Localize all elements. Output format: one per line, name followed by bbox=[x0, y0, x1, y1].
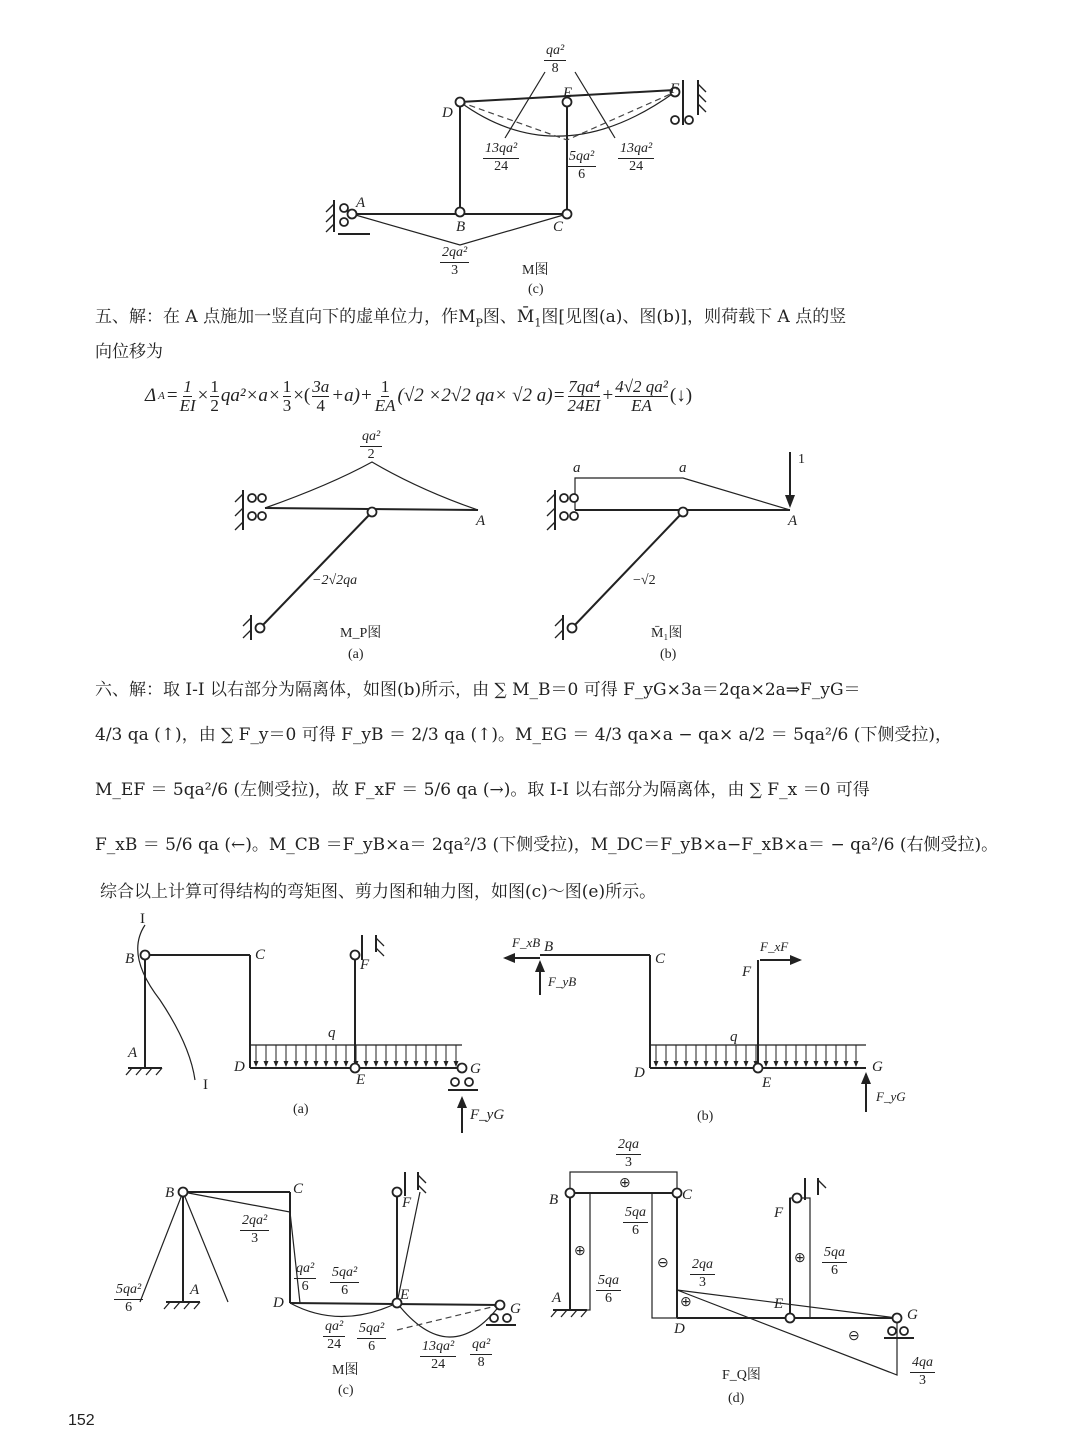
load-arrow-head bbox=[334, 1061, 339, 1067]
load-arrow-head bbox=[714, 1061, 719, 1067]
load-arrow-head bbox=[384, 1061, 389, 1067]
section6-line4: F_xB ＝ 5/6 qa (←)。M_CB ＝F_yB×a＝ 2qa²/3 (下侧受拉)，M_DC＝F_yB×a−F_xB×a＝ − qa²/6 (右侧受拉)。 bbox=[95, 835, 999, 855]
label-B: B bbox=[456, 219, 466, 235]
load-arrow-head bbox=[364, 1061, 369, 1067]
fig6b-E: E bbox=[762, 1075, 772, 1091]
load-arrow-head bbox=[324, 1061, 329, 1067]
fig6d-plus-beam: ⊕ bbox=[680, 1295, 692, 1310]
load-arrow-head bbox=[444, 1061, 449, 1067]
top-bottom-value: $\frac{\text{2qa²}}{3}$ bbox=[442, 245, 468, 278]
fig6b-C: C bbox=[655, 951, 666, 967]
load-arrow-head bbox=[764, 1061, 769, 1067]
fig6a-B: B bbox=[125, 951, 135, 967]
fig6c-B: B bbox=[165, 1185, 175, 1201]
load-arrow-head bbox=[784, 1061, 789, 1067]
top-mid-value: $\frac{\text{qa²}}{8}$ bbox=[546, 43, 565, 76]
page-number: 152 bbox=[68, 1412, 95, 1429]
fig6a-FyG: F_yG bbox=[470, 1107, 505, 1123]
fig6a-C: C bbox=[255, 947, 266, 963]
fig6c-F: F bbox=[402, 1195, 412, 1211]
fig6c-v-5qa2-6-left: $\frac{\text{5qa²}}{6}$ bbox=[116, 1282, 142, 1315]
fig6a-caption: (a) bbox=[293, 1102, 309, 1117]
fig6c-v-qa2-24: $\frac{\text{qa²}}{24}$ bbox=[325, 1319, 344, 1352]
fig6b-F: F bbox=[742, 964, 752, 980]
fig6b-caption: (b) bbox=[697, 1109, 714, 1124]
fig6c-caption: (c) bbox=[338, 1383, 354, 1398]
load-arrow-head bbox=[814, 1061, 819, 1067]
load-arrow-head bbox=[264, 1061, 269, 1067]
fig6a-I-bot: I bbox=[203, 1077, 208, 1093]
label-A: A bbox=[356, 195, 366, 211]
load-arrow-head bbox=[664, 1061, 669, 1067]
load-arrow-head bbox=[284, 1061, 289, 1067]
load-arrow-head bbox=[274, 1061, 279, 1067]
fig6d-v-5qa-6-c: $\frac{5qa}{6}$ bbox=[824, 1245, 845, 1278]
fig6d-minus-col: ⊖ bbox=[657, 1256, 669, 1271]
load-arrow-head bbox=[424, 1061, 429, 1067]
fig5a-name: M_P图 bbox=[340, 626, 382, 641]
fig5b-name: M̄₁图 bbox=[651, 626, 683, 641]
fig6d-A: A bbox=[552, 1290, 562, 1306]
fig5b-member-value: −√2 bbox=[633, 573, 656, 588]
load-arrow-head bbox=[654, 1061, 659, 1067]
fig6c-v-qa2-6: $\frac{\text{qa²}}{6}$ bbox=[296, 1261, 315, 1294]
load-arrow-head bbox=[854, 1061, 859, 1067]
load-arrow-head bbox=[684, 1061, 689, 1067]
section6-line3: M_EF ＝ 5qa²/6 (左侧受拉)，故 F_xF ＝ 5/6 qa (→)。取 Ⅰ-Ⅰ 以右部分为隔离体，由 ∑ F_x ＝0 可得 bbox=[95, 780, 870, 800]
fig6d-v-2qa-3: $\frac{2qa}{3}$ bbox=[692, 1257, 713, 1290]
fig6d-G: G bbox=[907, 1307, 918, 1323]
load-arrow-head bbox=[294, 1061, 299, 1067]
fig5b-caption: (b) bbox=[660, 647, 677, 662]
fig5a-label-A: A bbox=[476, 513, 486, 529]
load-arrow-head bbox=[744, 1061, 749, 1067]
fig6c-v-13qa2-24: $\frac{\text{13qa²}}{24}$ bbox=[422, 1339, 455, 1372]
fig6b-FxF: F_xF bbox=[760, 939, 789, 954]
fig5b-a2: a bbox=[679, 460, 687, 476]
fig6b-FxB: F_xB bbox=[512, 935, 541, 950]
fig6a-q: q bbox=[328, 1025, 336, 1041]
load-arrow-head bbox=[674, 1061, 679, 1067]
load-arrow-head bbox=[844, 1061, 849, 1067]
section6-line5: 综合以上计算可得结构的弯矩图、剪力图和轴力图，如图(c)～图(e)所示。 bbox=[100, 882, 657, 902]
label-E: E bbox=[563, 85, 573, 101]
section5-line2: 向位移为 bbox=[95, 342, 163, 362]
section5-equation: Δ A = $\frac{1}{EI}$ × $\frac{1}{2}$ qa²×a× $\frac{1}{3}$ ×( 3a 4 +a)+ $\frac{1}{EA}$ (√2 ×2√2 qa× √2 a)= $\frac{\text{7qa⁴}}{24EI}$ + $\frac{\text{4√2 qa²}}{EA}$ (↓) bbox=[145, 377, 693, 415]
fig6c-name: M图 bbox=[332, 1363, 359, 1378]
fig6c-v-2qa2-3: $\frac{\text{2qa²}}{3}$ bbox=[242, 1213, 268, 1246]
load-arrow-head bbox=[254, 1061, 259, 1067]
fig6d-B: B bbox=[549, 1192, 559, 1208]
fig5b-force: 1 bbox=[798, 452, 805, 467]
label-F: F bbox=[670, 81, 680, 97]
fig6a-G: G bbox=[470, 1061, 481, 1077]
load-arrow-head bbox=[704, 1061, 709, 1067]
load-arrow-head bbox=[394, 1061, 399, 1067]
fig6d-E: E bbox=[774, 1296, 784, 1312]
fig6b-G: G bbox=[872, 1059, 883, 1075]
fig6c-A: A bbox=[190, 1282, 200, 1298]
load-arrow-head bbox=[314, 1061, 319, 1067]
load-arrow-head bbox=[774, 1061, 779, 1067]
fig6d-top-value: $\frac{2qa}{3}$ bbox=[618, 1137, 639, 1170]
fig6a-E: E bbox=[356, 1072, 366, 1088]
fig6d-plus-top: ⊕ bbox=[619, 1176, 631, 1191]
fig6b-D: D bbox=[634, 1065, 645, 1081]
fig6c-D: D bbox=[273, 1295, 284, 1311]
top-diagram-name: M图 bbox=[522, 263, 549, 278]
fig5a-member-value: −2√2qa bbox=[312, 573, 358, 588]
fig6a-D: D bbox=[234, 1059, 245, 1075]
top-left-value: $\frac{\text{13qa²}}{24}$ bbox=[485, 141, 518, 174]
load-arrow-head bbox=[414, 1061, 419, 1067]
fig5b-lines bbox=[547, 452, 798, 640]
load-arrow-head bbox=[794, 1061, 799, 1067]
fig6d-v-5qa-6-b: $\frac{5qa}{6}$ bbox=[598, 1273, 619, 1306]
fig6c-lines bbox=[140, 1172, 516, 1337]
fig6c-C: C bbox=[293, 1181, 304, 1197]
fig6c-v-qa2-8: $\frac{\text{qa²}}{8}$ bbox=[472, 1337, 491, 1370]
fig6d-plus-right: ⊕ bbox=[794, 1251, 806, 1266]
load-arrow-head bbox=[734, 1061, 739, 1067]
load-arrow-head bbox=[374, 1061, 379, 1067]
fig6d-plus-left: ⊕ bbox=[574, 1244, 586, 1259]
fig6d-v-4qa-3: $\frac{4qa}{3}$ bbox=[912, 1355, 933, 1388]
fig6c-G: G bbox=[510, 1301, 521, 1317]
fig6a-I-top: I bbox=[140, 911, 145, 927]
section6-line1: 六、解：取 Ⅰ-Ⅰ 以右部分为隔离体，如图(b)所示，由 ∑ M_B＝0 可得 F_yG×3a＝2qa×2a⇒F_yG＝ bbox=[95, 680, 861, 700]
fig6d-name: F_Q图 bbox=[722, 1368, 761, 1383]
fig6b-B: B bbox=[544, 939, 554, 955]
load-arrow-head bbox=[804, 1061, 809, 1067]
fig5a-caption: (a) bbox=[348, 647, 364, 662]
load-arrow-head bbox=[824, 1061, 829, 1067]
fig5a-lines bbox=[235, 462, 478, 640]
load-arrow-head bbox=[344, 1061, 349, 1067]
fig5a-top-value: $\frac{\text{qa²}}{2}$ bbox=[362, 429, 381, 462]
fig6d-C: C bbox=[682, 1187, 693, 1203]
fig6b-FyB: F_yB bbox=[548, 974, 577, 989]
fig5b-a1: a bbox=[573, 460, 581, 476]
fig5b-label-A: A bbox=[788, 513, 798, 529]
top-caption: (c) bbox=[528, 282, 544, 297]
label-D: D bbox=[442, 105, 453, 121]
fig6c-v-5qa2-6-low: $\frac{\text{5qa²}}{6}$ bbox=[359, 1321, 385, 1354]
load-arrow-head bbox=[304, 1061, 309, 1067]
fig6d-F: F bbox=[774, 1205, 784, 1221]
load-arrow-head bbox=[404, 1061, 409, 1067]
fig6b-q: q bbox=[730, 1029, 738, 1045]
load-arrow-head bbox=[834, 1061, 839, 1067]
fig6a-F: F bbox=[360, 957, 370, 973]
load-arrow-head bbox=[694, 1061, 699, 1067]
fig6b-FyG: F_yG bbox=[876, 1089, 906, 1104]
section6-line2: 4/3 qa (↑)，由 ∑ F_y＝0 可得 F_yB ＝ 2/3 qa (↑)。M_EG ＝ 4/3 qa×a − qa× a/2 ＝ 5qa²/6 (下侧受拉)， bbox=[95, 725, 952, 745]
top-right-value: $\frac{\text{13qa²}}{24}$ bbox=[620, 141, 653, 174]
label-C: C bbox=[553, 219, 564, 235]
fig6a-A: A bbox=[128, 1045, 138, 1061]
fig6c-v-5qa2-6-mid: $\frac{\text{5qa²}}{6}$ bbox=[332, 1265, 358, 1298]
load-arrow-head bbox=[724, 1061, 729, 1067]
top-center-value: $\frac{\text{5qa²}}{6}$ bbox=[569, 149, 595, 182]
fig6d-minus-beam: ⊖ bbox=[848, 1329, 860, 1344]
fig6d-caption: (d) bbox=[728, 1391, 745, 1406]
fig6d-D: D bbox=[674, 1321, 685, 1337]
section5-line1: 五、解：在 A 点施加一竖直向下的虚单位力，作$M_P$图、$M̄_1$图[见图(a)、图(b)]，则荷载下 A 点的竖 bbox=[95, 307, 847, 330]
load-arrow-head bbox=[434, 1061, 439, 1067]
fig6c-E: E bbox=[400, 1287, 410, 1303]
fig6d-v-5qa-6-a: $\frac{5qa}{6}$ bbox=[625, 1205, 646, 1238]
